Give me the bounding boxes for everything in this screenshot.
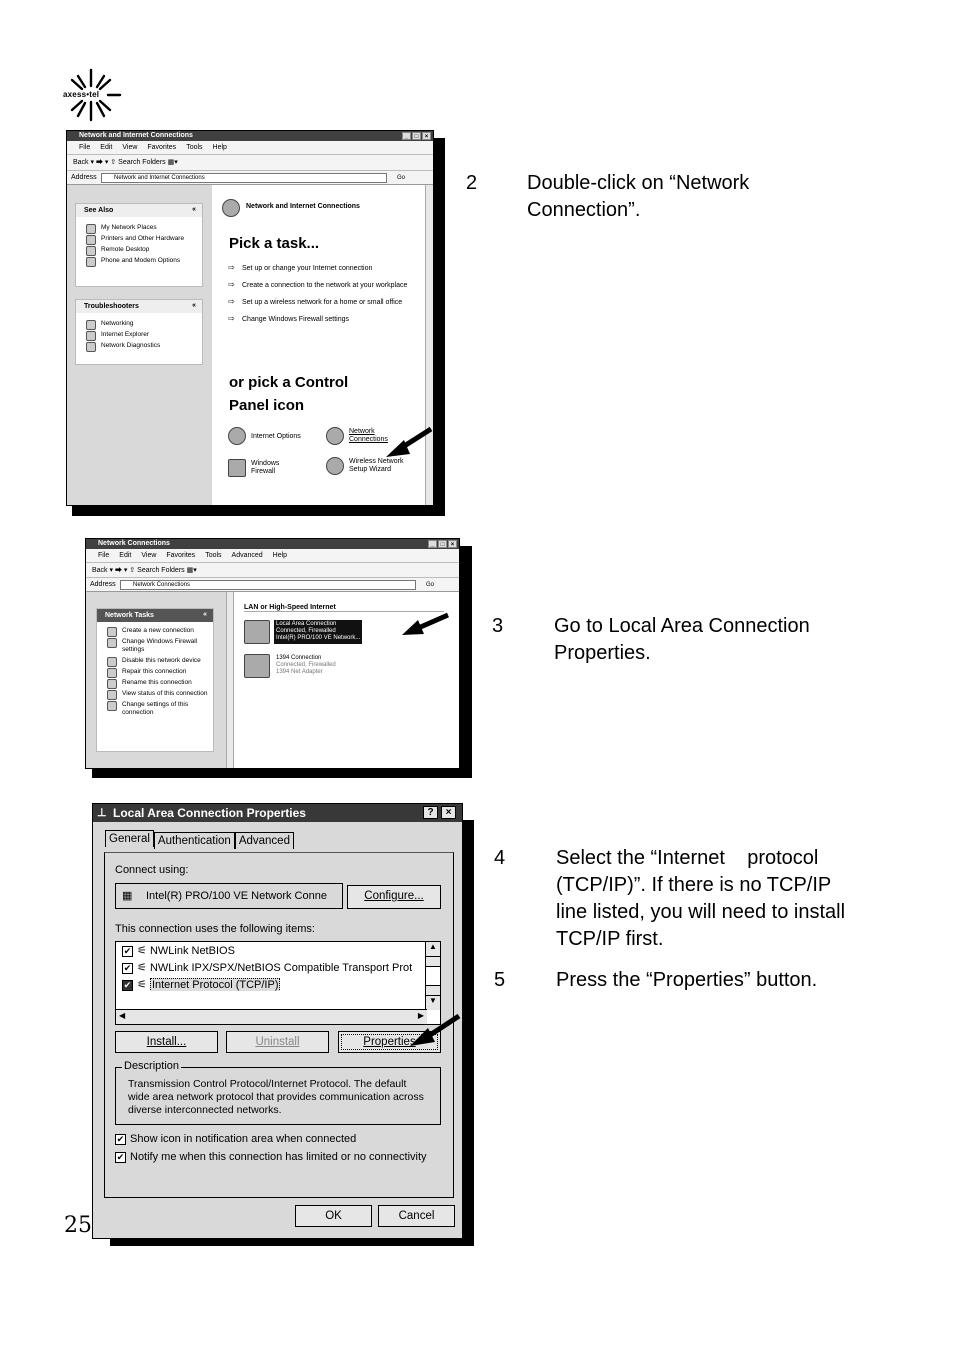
- step-number: 3: [492, 615, 504, 637]
- menu-favorites[interactable]: Favorites: [147, 144, 177, 151]
- step-number: 5: [494, 969, 506, 991]
- toolbar[interactable]: Back ▾ ⮕ ▾ ⇧ Search Folders ▦▾: [86, 563, 459, 578]
- pick-task-heading: Pick a task...: [229, 235, 320, 252]
- menu-tools[interactable]: Tools: [186, 144, 203, 151]
- task-link[interactable]: Rename this connection: [97, 678, 213, 689]
- description-group: [115, 1060, 441, 1125]
- network-tasks-panel: [96, 608, 214, 752]
- network-plug-icon: ⊥: [97, 807, 107, 819]
- window-title: Network Connections: [98, 540, 170, 547]
- network-tasks-header[interactable]: Network Tasks «: [97, 609, 213, 622]
- logo-text: axess•tel: [63, 90, 100, 99]
- lan-adapter-icon: [244, 620, 270, 644]
- page-number: 25: [64, 1213, 92, 1238]
- close-button[interactable]: ×: [441, 806, 456, 819]
- wireless-setup-icon: [326, 457, 344, 475]
- pointer-arrow-icon: [400, 612, 450, 638]
- troubleshooters-panel: [75, 299, 203, 365]
- network-connections-icon: [326, 427, 344, 445]
- minimize-button[interactable]: _: [428, 540, 437, 548]
- description-title: Description: [124, 1060, 180, 1072]
- sidebar: [67, 185, 212, 506]
- close-button[interactable]: ×: [448, 540, 457, 548]
- horizontal-scrollbar[interactable]: [116, 1009, 427, 1024]
- pick-cp-heading: or pick a Control Panel icon: [229, 374, 349, 414]
- vertical-scrollbar[interactable]: [425, 942, 440, 1010]
- checkbox[interactable]: ✔: [123, 979, 132, 990]
- group-header: LAN or High-Speed Internet: [244, 604, 444, 612]
- tab-authentication[interactable]: Authentication: [154, 832, 235, 849]
- 1394-connection[interactable]: 1394 Connection Connected, Firewalled 1394 Net Adapter: [244, 654, 338, 678]
- task-link[interactable]: Create a new connection: [97, 626, 213, 637]
- sidebar-item[interactable]: Networking: [76, 319, 202, 330]
- menu-edit[interactable]: Edit: [100, 144, 113, 151]
- step-number: 4: [494, 847, 506, 869]
- sidebar: [86, 592, 226, 769]
- scroll-right-icon: ▶: [417, 1011, 424, 1020]
- sidebar-item[interactable]: Remote Desktop: [76, 245, 202, 256]
- description-text: Transmission Control Protocol/Internet Protocol. The default wide area network protocol that provides communication across diverse interconnected networks.: [128, 1078, 424, 1116]
- collapse-icon: «: [192, 206, 196, 213]
- cp-network-connections[interactable]: Network Connections: [326, 427, 393, 445]
- go-button[interactable]: Go: [397, 175, 406, 181]
- toolbar[interactable]: Back ▾ ⮕ ▾ ⇧ Search Folders ▦▾: [67, 155, 433, 171]
- scroll-left-icon: ◀: [119, 1011, 126, 1020]
- sidebar-item[interactable]: Printers and Other Hardware: [76, 234, 202, 245]
- task-link[interactable]: Change settings of this connection: [97, 700, 213, 719]
- connect-using-label: Connect using:: [115, 864, 189, 876]
- address-bar: [67, 171, 433, 185]
- checkbox[interactable]: ✔: [116, 1151, 125, 1162]
- show-icon-option[interactable]: ✔ Show icon in notification area when connected: [116, 1133, 357, 1145]
- protocol-icon: ⚟: [137, 979, 147, 991]
- shot2-window: [85, 538, 460, 769]
- network-globe-icon: [222, 199, 240, 217]
- window-title: Network and Internet Connections: [79, 132, 193, 139]
- step-number: 2: [466, 172, 478, 194]
- protocol-icon: ⚟: [137, 962, 147, 974]
- ok-button[interactable]: OK: [295, 1205, 372, 1227]
- menu-bar: [67, 141, 433, 155]
- tab-advanced[interactable]: Advanced: [235, 832, 294, 849]
- sidebar-item[interactable]: Internet Explorer: [76, 330, 202, 341]
- sidebar-item[interactable]: My Network Places: [76, 223, 202, 234]
- task-link[interactable]: Repair this connection: [97, 667, 213, 678]
- sidebar-item[interactable]: Network Diagnostics: [76, 341, 202, 352]
- local-area-connection[interactable]: Local Area Connection Connected, Firewalled Intel(R) PRO/100 VE Network...: [244, 620, 362, 644]
- tab-general[interactable]: General: [105, 830, 154, 847]
- components-list: [115, 941, 441, 1025]
- address-label: Address: [90, 581, 116, 588]
- task-link[interactable]: View status of this connection: [97, 689, 213, 700]
- maximize-button[interactable]: □: [412, 132, 421, 140]
- shot1-window: [66, 130, 434, 506]
- scroll-thumb: [426, 966, 440, 986]
- collapse-icon: «: [203, 611, 207, 618]
- scroll-up-icon: ▲: [426, 942, 440, 957]
- configure-button[interactable]: Configure...: [347, 885, 441, 909]
- address-bar: [86, 578, 459, 592]
- network-card-icon: ▦: [122, 890, 133, 902]
- task-link[interactable]: ⇨ Set up or change your Internet connection: [228, 265, 428, 273]
- menu-favorites[interactable]: Favorites: [166, 552, 196, 559]
- task-link[interactable]: Disable this network device: [97, 656, 213, 667]
- menu-view[interactable]: View: [122, 144, 138, 151]
- properties-button[interactable]: Properties: [338, 1031, 441, 1053]
- notify-option[interactable]: ✔ Notify me when this connection has limited or no connectivity: [116, 1151, 427, 1163]
- tab-strip: [105, 832, 294, 849]
- menu-advanced[interactable]: Advanced: [231, 552, 263, 559]
- task-link[interactable]: ⇨ Set up a wireless network for a home or small office: [228, 299, 428, 307]
- sidebar-scrollbar[interactable]: [226, 592, 234, 769]
- cancel-button[interactable]: Cancel: [378, 1205, 455, 1227]
- troubleshooters-header[interactable]: Troubleshooters «: [76, 300, 202, 313]
- menu-file[interactable]: File: [79, 144, 91, 151]
- content-header: Network and Internet Connections: [218, 197, 360, 217]
- cp-internet-options[interactable]: Internet Options: [228, 427, 301, 445]
- list-item[interactable]: ✔ ⚟ NWLink NetBIOS: [123, 945, 235, 957]
- cp-windows-firewall[interactable]: Windows Firewall: [228, 459, 291, 477]
- menu-help[interactable]: Help: [272, 552, 288, 559]
- task-link[interactable]: ⇨ Create a connection to the network at your workplace: [228, 282, 428, 290]
- menu-edit[interactable]: Edit: [119, 552, 132, 559]
- address-input[interactable]: Network Connections: [120, 580, 416, 590]
- collapse-icon: «: [192, 302, 196, 309]
- menu-file[interactable]: File: [98, 552, 110, 559]
- menu-bar: [86, 549, 459, 563]
- checkbox[interactable]: ✔: [123, 962, 132, 973]
- see-also-panel: [75, 203, 203, 287]
- pointer-arrow-icon: [408, 1013, 462, 1049]
- go-button[interactable]: Go: [426, 582, 435, 588]
- items-label: This connection uses the following items:: [115, 923, 315, 935]
- dialog-title: Local Area Connection Properties: [113, 806, 306, 820]
- dialog-title-bar: [93, 804, 462, 822]
- checkbox[interactable]: ✔: [116, 1133, 125, 1144]
- minimize-button[interactable]: _: [402, 132, 411, 140]
- list-item-selected[interactable]: ✔ ⚟ Internet Protocol (TCP/IP): [123, 979, 279, 991]
- menu-view[interactable]: View: [141, 552, 157, 559]
- help-button[interactable]: ?: [423, 806, 438, 819]
- address-input[interactable]: Network and Internet Connections: [101, 173, 387, 183]
- scroll-down-icon: ▼: [426, 995, 440, 1010]
- install-button[interactable]: Install...: [115, 1031, 218, 1053]
- step-text: Go to Local Area Connection Properties.: [554, 615, 810, 664]
- step-text: Select the “Internet protocol (TCP/IP)”. If there is no TCP/IP line listed, you will need to install TCP/IP first.: [556, 847, 846, 950]
- internet-options-icon: [228, 427, 246, 445]
- address-label: Address: [71, 174, 97, 181]
- pointer-arrow-icon: [384, 426, 434, 460]
- checkbox[interactable]: ✔: [123, 945, 132, 956]
- lan-adapter-icon: [244, 654, 270, 678]
- cp-wireless-wizard[interactable]: Wireless Network Setup Wizard: [326, 457, 411, 475]
- firewall-icon: [228, 459, 246, 477]
- step-text: Press the “Properties” button.: [556, 969, 818, 991]
- adapter-field: ▦ Intel(R) PRO/100 VE Network Conne: [115, 883, 343, 909]
- list-item[interactable]: ✔ ⚟ NWLink IPX/SPX/NetBIOS Compatible Transport Prot: [123, 962, 413, 974]
- close-button[interactable]: ×: [422, 132, 431, 140]
- sidebar-item[interactable]: Phone and Modem Options: [76, 256, 202, 267]
- step-text: Double-click on “Network Connection”.: [527, 172, 750, 221]
- title-bar: [86, 539, 459, 549]
- uninstall-button[interactable]: Uninstall: [226, 1031, 329, 1053]
- tab-panel: [104, 852, 454, 1198]
- title-bar: [67, 131, 433, 141]
- see-also-header[interactable]: See Also «: [76, 204, 202, 217]
- task-link[interactable]: ⇨ Change Windows Firewall settings: [228, 316, 428, 324]
- menu-help[interactable]: Help: [212, 144, 227, 151]
- maximize-button[interactable]: □: [438, 540, 447, 548]
- task-link[interactable]: Change Windows Firewall settings: [97, 637, 213, 656]
- menu-tools[interactable]: Tools: [205, 552, 222, 559]
- protocol-icon: ⚟: [137, 945, 147, 957]
